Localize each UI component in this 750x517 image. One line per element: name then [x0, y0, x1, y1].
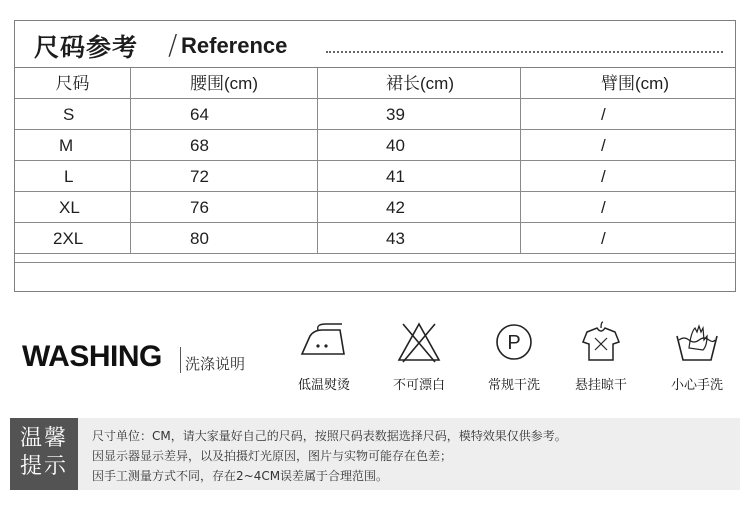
notice-tag — [10, 418, 78, 490]
cell-skirt-length: 39 — [386, 105, 405, 124]
title-dotted-line — [326, 51, 723, 53]
cell-arm: / — [601, 198, 606, 217]
table-row — [15, 130, 735, 161]
care-item-bleach — [379, 318, 459, 398]
notice-box — [10, 418, 740, 490]
cell-arm: / — [601, 105, 606, 124]
care-label: 小心手洗 — [670, 378, 723, 393]
care-label: 悬挂晾干 — [574, 378, 627, 393]
cell-waist: 64 — [190, 105, 209, 124]
cell-arm: / — [601, 229, 606, 248]
cell-waist: 76 — [190, 198, 209, 217]
table-row — [15, 161, 735, 192]
header-size: 尺码 — [55, 74, 90, 93]
washing-divider — [180, 347, 181, 373]
cell-waist: 68 — [190, 136, 209, 155]
cell-waist: 80 — [190, 229, 209, 248]
notice-tag-line1: 温馨 — [19, 426, 68, 451]
notice-line: 尺寸单位：CM，请大家量好自己的尺码，按照尺码表数据选择尺码，模特效果仅供参考。 — [92, 429, 567, 443]
title-english: Reference — [181, 33, 288, 58]
notice-line: 因显示器显示差异，以及拍摄灯光原因，图片与实物可能存在色差； — [92, 449, 453, 463]
care-item-hang-dry — [561, 318, 641, 398]
table-title-bar — [15, 21, 735, 68]
cell-size: L — [64, 167, 74, 186]
cell-size: XL — [59, 198, 80, 217]
table-row — [15, 99, 735, 130]
cell-arm: / — [601, 136, 606, 155]
care-label: 低温熨烫 — [297, 378, 350, 393]
title-chinese: 尺码参考 — [34, 33, 139, 62]
header-skirt-length: 裙长(cm) — [386, 74, 454, 93]
hand-wash-icon — [669, 318, 725, 366]
table-row — [15, 192, 735, 223]
care-item-iron — [284, 318, 364, 398]
cell-waist: 72 — [190, 167, 209, 186]
title-slash: / — [168, 28, 178, 61]
header-waist: 腰围(cm) — [190, 74, 258, 93]
cell-size: S — [63, 105, 75, 124]
cell-skirt-length: 41 — [386, 167, 405, 186]
dry-clean-symbol: P — [507, 332, 521, 354]
cell-size: M — [59, 136, 74, 155]
washing-subtitle: 洗涤说明 — [185, 355, 246, 373]
cell-skirt-length: 40 — [386, 136, 405, 155]
empty-row-divider — [15, 262, 735, 263]
table-row — [15, 223, 735, 254]
care-label: 常规干洗 — [487, 378, 540, 393]
washing-title: WASHING — [22, 340, 162, 373]
notice-line: 因手工测量方式不同，存在2~4CM误差属于合理范围。 — [92, 469, 389, 483]
no-bleach-icon — [391, 318, 447, 366]
care-label: 不可漂白 — [392, 378, 445, 393]
care-item-dry-clean — [474, 318, 554, 398]
cell-skirt-length: 43 — [386, 229, 405, 248]
cell-size: 2XL — [53, 229, 84, 248]
notice-tag-line2: 提示 — [19, 454, 68, 479]
dry-clean-p-icon — [486, 318, 542, 366]
care-item-hand-wash — [657, 318, 737, 398]
cell-arm: / — [601, 167, 606, 186]
iron-low-temp-icon — [296, 318, 352, 366]
cell-skirt-length: 42 — [386, 198, 405, 217]
size-reference-table — [14, 20, 736, 292]
table-header-row — [15, 68, 735, 99]
header-arm: 臂围(cm) — [601, 74, 669, 93]
hang-dry-shade-icon — [573, 318, 629, 366]
